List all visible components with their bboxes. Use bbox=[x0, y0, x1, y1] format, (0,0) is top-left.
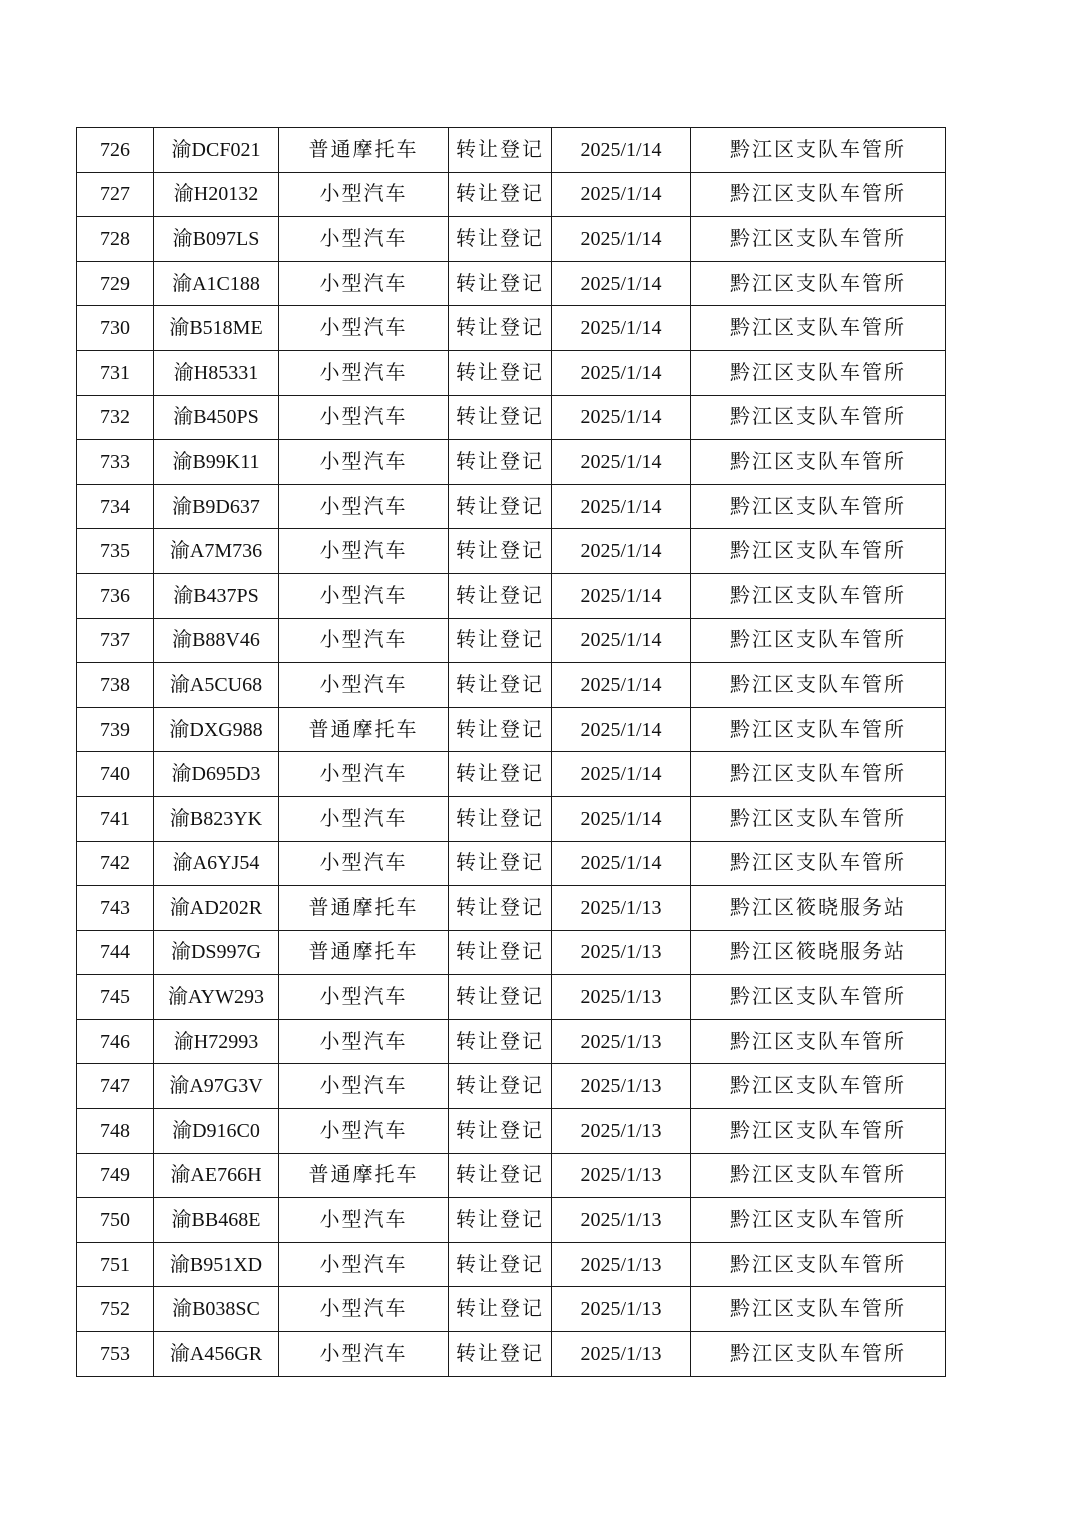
business-type-cell: 转让登记 bbox=[449, 1332, 552, 1377]
date-cell: 2025/1/14 bbox=[552, 172, 691, 217]
vehicle-type-cell: 小型汽车 bbox=[279, 618, 449, 663]
table-row bbox=[77, 261, 946, 306]
office-cell: 黔江区筱晓服务站 bbox=[691, 886, 946, 931]
row-number-cell: 739 bbox=[77, 707, 154, 752]
date-cell: 2025/1/13 bbox=[552, 1153, 691, 1198]
plate-number-cell: 渝DXG988 bbox=[154, 707, 279, 752]
plate-number-cell: 渝DCF021 bbox=[154, 128, 279, 173]
office-cell: 黔江区支队车管所 bbox=[691, 440, 946, 485]
row-number-cell: 740 bbox=[77, 752, 154, 797]
vehicle-type-cell: 小型汽车 bbox=[279, 1109, 449, 1154]
date-cell: 2025/1/13 bbox=[552, 930, 691, 975]
row-number-cell: 742 bbox=[77, 841, 154, 886]
business-type-cell: 转让登记 bbox=[449, 841, 552, 886]
office-cell: 黔江区支队车管所 bbox=[691, 796, 946, 841]
row-number-cell: 753 bbox=[77, 1332, 154, 1377]
table-row bbox=[77, 1198, 946, 1243]
date-cell: 2025/1/14 bbox=[552, 707, 691, 752]
date-cell: 2025/1/14 bbox=[552, 484, 691, 529]
business-type-cell: 转让登记 bbox=[449, 172, 552, 217]
table-row bbox=[77, 1019, 946, 1064]
plate-number-cell: 渝A456GR bbox=[154, 1332, 279, 1377]
office-cell: 黔江区支队车管所 bbox=[691, 217, 946, 262]
plate-number-cell: 渝A6YJ54 bbox=[154, 841, 279, 886]
vehicle-type-cell: 小型汽车 bbox=[279, 395, 449, 440]
table-row bbox=[77, 1153, 946, 1198]
vehicle-type-cell: 普通摩托车 bbox=[279, 707, 449, 752]
table-body bbox=[77, 128, 946, 1377]
business-type-cell: 转让登记 bbox=[449, 440, 552, 485]
table-row bbox=[77, 217, 946, 262]
vehicle-type-cell: 小型汽车 bbox=[279, 306, 449, 351]
table-row bbox=[77, 306, 946, 351]
row-number-cell: 750 bbox=[77, 1198, 154, 1243]
business-type-cell: 转让登记 bbox=[449, 484, 552, 529]
date-cell: 2025/1/13 bbox=[552, 886, 691, 931]
table-row bbox=[77, 1064, 946, 1109]
row-number-cell: 741 bbox=[77, 796, 154, 841]
date-cell: 2025/1/14 bbox=[552, 752, 691, 797]
office-cell: 黔江区支队车管所 bbox=[691, 707, 946, 752]
business-type-cell: 转让登记 bbox=[449, 975, 552, 1020]
plate-number-cell: 渝H85331 bbox=[154, 350, 279, 395]
office-cell: 黔江区支队车管所 bbox=[691, 1064, 946, 1109]
row-number-cell: 752 bbox=[77, 1287, 154, 1332]
business-type-cell: 转让登记 bbox=[449, 1019, 552, 1064]
table-row bbox=[77, 707, 946, 752]
vehicle-type-cell: 小型汽车 bbox=[279, 796, 449, 841]
office-cell: 黔江区支队车管所 bbox=[691, 395, 946, 440]
business-type-cell: 转让登记 bbox=[449, 573, 552, 618]
row-number-cell: 744 bbox=[77, 930, 154, 975]
vehicle-type-cell: 小型汽车 bbox=[279, 1332, 449, 1377]
plate-number-cell: 渝A97G3V bbox=[154, 1064, 279, 1109]
row-number-cell: 748 bbox=[77, 1109, 154, 1154]
row-number-cell: 749 bbox=[77, 1153, 154, 1198]
plate-number-cell: 渝B823YK bbox=[154, 796, 279, 841]
row-number-cell: 727 bbox=[77, 172, 154, 217]
vehicle-type-cell: 小型汽车 bbox=[279, 573, 449, 618]
plate-number-cell: 渝AYW293 bbox=[154, 975, 279, 1020]
business-type-cell: 转让登记 bbox=[449, 350, 552, 395]
plate-number-cell: 渝DS997G bbox=[154, 930, 279, 975]
plate-number-cell: 渝D916C0 bbox=[154, 1109, 279, 1154]
vehicle-type-cell: 普通摩托车 bbox=[279, 128, 449, 173]
date-cell: 2025/1/14 bbox=[552, 395, 691, 440]
date-cell: 2025/1/14 bbox=[552, 841, 691, 886]
row-number-cell: 743 bbox=[77, 886, 154, 931]
table-row bbox=[77, 1109, 946, 1154]
vehicle-type-cell: 小型汽车 bbox=[279, 975, 449, 1020]
office-cell: 黔江区支队车管所 bbox=[691, 1332, 946, 1377]
date-cell: 2025/1/14 bbox=[552, 440, 691, 485]
table-row bbox=[77, 886, 946, 931]
table-row bbox=[77, 1242, 946, 1287]
vehicle-type-cell: 小型汽车 bbox=[279, 529, 449, 574]
table-row bbox=[77, 128, 946, 173]
table-row bbox=[77, 663, 946, 708]
date-cell: 2025/1/14 bbox=[552, 663, 691, 708]
business-type-cell: 转让登记 bbox=[449, 663, 552, 708]
business-type-cell: 转让登记 bbox=[449, 217, 552, 262]
office-cell: 黔江区支队车管所 bbox=[691, 306, 946, 351]
office-cell: 黔江区支队车管所 bbox=[691, 1242, 946, 1287]
date-cell: 2025/1/13 bbox=[552, 975, 691, 1020]
vehicle-type-cell: 小型汽车 bbox=[279, 1064, 449, 1109]
table-row bbox=[77, 350, 946, 395]
plate-number-cell: 渝AD202R bbox=[154, 886, 279, 931]
office-cell: 黔江区支队车管所 bbox=[691, 1198, 946, 1243]
vehicle-type-cell: 小型汽车 bbox=[279, 663, 449, 708]
date-cell: 2025/1/14 bbox=[552, 128, 691, 173]
table-row bbox=[77, 484, 946, 529]
table-row bbox=[77, 752, 946, 797]
date-cell: 2025/1/14 bbox=[552, 261, 691, 306]
business-type-cell: 转让登记 bbox=[449, 796, 552, 841]
vehicle-type-cell: 小型汽车 bbox=[279, 1198, 449, 1243]
plate-number-cell: 渝B038SC bbox=[154, 1287, 279, 1332]
vehicle-type-cell: 普通摩托车 bbox=[279, 930, 449, 975]
plate-number-cell: 渝B9D637 bbox=[154, 484, 279, 529]
row-number-cell: 730 bbox=[77, 306, 154, 351]
table-row bbox=[77, 930, 946, 975]
table-row bbox=[77, 395, 946, 440]
row-number-cell: 747 bbox=[77, 1064, 154, 1109]
table-row bbox=[77, 573, 946, 618]
plate-number-cell: 渝A7M736 bbox=[154, 529, 279, 574]
business-type-cell: 转让登记 bbox=[449, 1064, 552, 1109]
row-number-cell: 736 bbox=[77, 573, 154, 618]
office-cell: 黔江区支队车管所 bbox=[691, 172, 946, 217]
row-number-cell: 751 bbox=[77, 1242, 154, 1287]
table-row bbox=[77, 440, 946, 485]
row-number-cell: 732 bbox=[77, 395, 154, 440]
office-cell: 黔江区支队车管所 bbox=[691, 1153, 946, 1198]
business-type-cell: 转让登记 bbox=[449, 752, 552, 797]
plate-number-cell: 渝B437PS bbox=[154, 573, 279, 618]
plate-number-cell: 渝B99K11 bbox=[154, 440, 279, 485]
office-cell: 黔江区筱晓服务站 bbox=[691, 930, 946, 975]
business-type-cell: 转让登记 bbox=[449, 707, 552, 752]
plate-number-cell: 渝H72993 bbox=[154, 1019, 279, 1064]
row-number-cell: 734 bbox=[77, 484, 154, 529]
table-row bbox=[77, 618, 946, 663]
date-cell: 2025/1/14 bbox=[552, 618, 691, 663]
business-type-cell: 转让登记 bbox=[449, 261, 552, 306]
plate-number-cell: 渝B88V46 bbox=[154, 618, 279, 663]
date-cell: 2025/1/14 bbox=[552, 350, 691, 395]
row-number-cell: 726 bbox=[77, 128, 154, 173]
row-number-cell: 728 bbox=[77, 217, 154, 262]
business-type-cell: 转让登记 bbox=[449, 1198, 552, 1243]
business-type-cell: 转让登记 bbox=[449, 128, 552, 173]
row-number-cell: 745 bbox=[77, 975, 154, 1020]
plate-number-cell: 渝H20132 bbox=[154, 172, 279, 217]
plate-number-cell: 渝B097LS bbox=[154, 217, 279, 262]
office-cell: 黔江区支队车管所 bbox=[691, 752, 946, 797]
date-cell: 2025/1/13 bbox=[552, 1198, 691, 1243]
date-cell: 2025/1/13 bbox=[552, 1242, 691, 1287]
business-type-cell: 转让登记 bbox=[449, 618, 552, 663]
plate-number-cell: 渝B951XD bbox=[154, 1242, 279, 1287]
office-cell: 黔江区支队车管所 bbox=[691, 350, 946, 395]
office-cell: 黔江区支队车管所 bbox=[691, 128, 946, 173]
business-type-cell: 转让登记 bbox=[449, 886, 552, 931]
vehicle-type-cell: 小型汽车 bbox=[279, 261, 449, 306]
date-cell: 2025/1/14 bbox=[552, 796, 691, 841]
date-cell: 2025/1/14 bbox=[552, 306, 691, 351]
plate-number-cell: 渝D695D3 bbox=[154, 752, 279, 797]
date-cell: 2025/1/14 bbox=[552, 529, 691, 574]
plate-number-cell: 渝B518ME bbox=[154, 306, 279, 351]
business-type-cell: 转让登记 bbox=[449, 1287, 552, 1332]
business-type-cell: 转让登记 bbox=[449, 1242, 552, 1287]
plate-number-cell: 渝BB468E bbox=[154, 1198, 279, 1243]
vehicle-type-cell: 小型汽车 bbox=[279, 217, 449, 262]
date-cell: 2025/1/14 bbox=[552, 217, 691, 262]
vehicle-type-cell: 小型汽车 bbox=[279, 1242, 449, 1287]
table-row bbox=[77, 841, 946, 886]
row-number-cell: 738 bbox=[77, 663, 154, 708]
vehicle-type-cell: 小型汽车 bbox=[279, 350, 449, 395]
office-cell: 黔江区支队车管所 bbox=[691, 1109, 946, 1154]
table-row bbox=[77, 1332, 946, 1377]
vehicle-type-cell: 小型汽车 bbox=[279, 440, 449, 485]
business-type-cell: 转让登记 bbox=[449, 1153, 552, 1198]
business-type-cell: 转让登记 bbox=[449, 395, 552, 440]
date-cell: 2025/1/14 bbox=[552, 573, 691, 618]
table-row bbox=[77, 172, 946, 217]
date-cell: 2025/1/13 bbox=[552, 1332, 691, 1377]
business-type-cell: 转让登记 bbox=[449, 1109, 552, 1154]
vehicle-type-cell: 普通摩托车 bbox=[279, 886, 449, 931]
date-cell: 2025/1/13 bbox=[552, 1019, 691, 1064]
date-cell: 2025/1/13 bbox=[552, 1064, 691, 1109]
office-cell: 黔江区支队车管所 bbox=[691, 841, 946, 886]
vehicle-type-cell: 小型汽车 bbox=[279, 484, 449, 529]
plate-number-cell: 渝AE766H bbox=[154, 1153, 279, 1198]
office-cell: 黔江区支队车管所 bbox=[691, 484, 946, 529]
vehicle-type-cell: 小型汽车 bbox=[279, 752, 449, 797]
office-cell: 黔江区支队车管所 bbox=[691, 529, 946, 574]
row-number-cell: 746 bbox=[77, 1019, 154, 1064]
table-row bbox=[77, 975, 946, 1020]
row-number-cell: 731 bbox=[77, 350, 154, 395]
business-type-cell: 转让登记 bbox=[449, 306, 552, 351]
date-cell: 2025/1/13 bbox=[552, 1287, 691, 1332]
table-row bbox=[77, 1287, 946, 1332]
vehicle-type-cell: 普通摩托车 bbox=[279, 1153, 449, 1198]
date-cell: 2025/1/13 bbox=[552, 1109, 691, 1154]
vehicle-type-cell: 小型汽车 bbox=[279, 841, 449, 886]
office-cell: 黔江区支队车管所 bbox=[691, 618, 946, 663]
business-type-cell: 转让登记 bbox=[449, 529, 552, 574]
row-number-cell: 733 bbox=[77, 440, 154, 485]
vehicle-type-cell: 小型汽车 bbox=[279, 1287, 449, 1332]
office-cell: 黔江区支队车管所 bbox=[691, 663, 946, 708]
plate-number-cell: 渝A5CU68 bbox=[154, 663, 279, 708]
office-cell: 黔江区支队车管所 bbox=[691, 261, 946, 306]
business-type-cell: 转让登记 bbox=[449, 930, 552, 975]
table-row bbox=[77, 796, 946, 841]
row-number-cell: 737 bbox=[77, 618, 154, 663]
office-cell: 黔江区支队车管所 bbox=[691, 975, 946, 1020]
row-number-cell: 729 bbox=[77, 261, 154, 306]
office-cell: 黔江区支队车管所 bbox=[691, 1287, 946, 1332]
plate-number-cell: 渝A1C188 bbox=[154, 261, 279, 306]
table-row bbox=[77, 529, 946, 574]
office-cell: 黔江区支队车管所 bbox=[691, 573, 946, 618]
vehicle-type-cell: 小型汽车 bbox=[279, 1019, 449, 1064]
vehicle-type-cell: 小型汽车 bbox=[279, 172, 449, 217]
row-number-cell: 735 bbox=[77, 529, 154, 574]
office-cell: 黔江区支队车管所 bbox=[691, 1019, 946, 1064]
vehicle-registration-table bbox=[76, 127, 946, 1377]
plate-number-cell: 渝B450PS bbox=[154, 395, 279, 440]
